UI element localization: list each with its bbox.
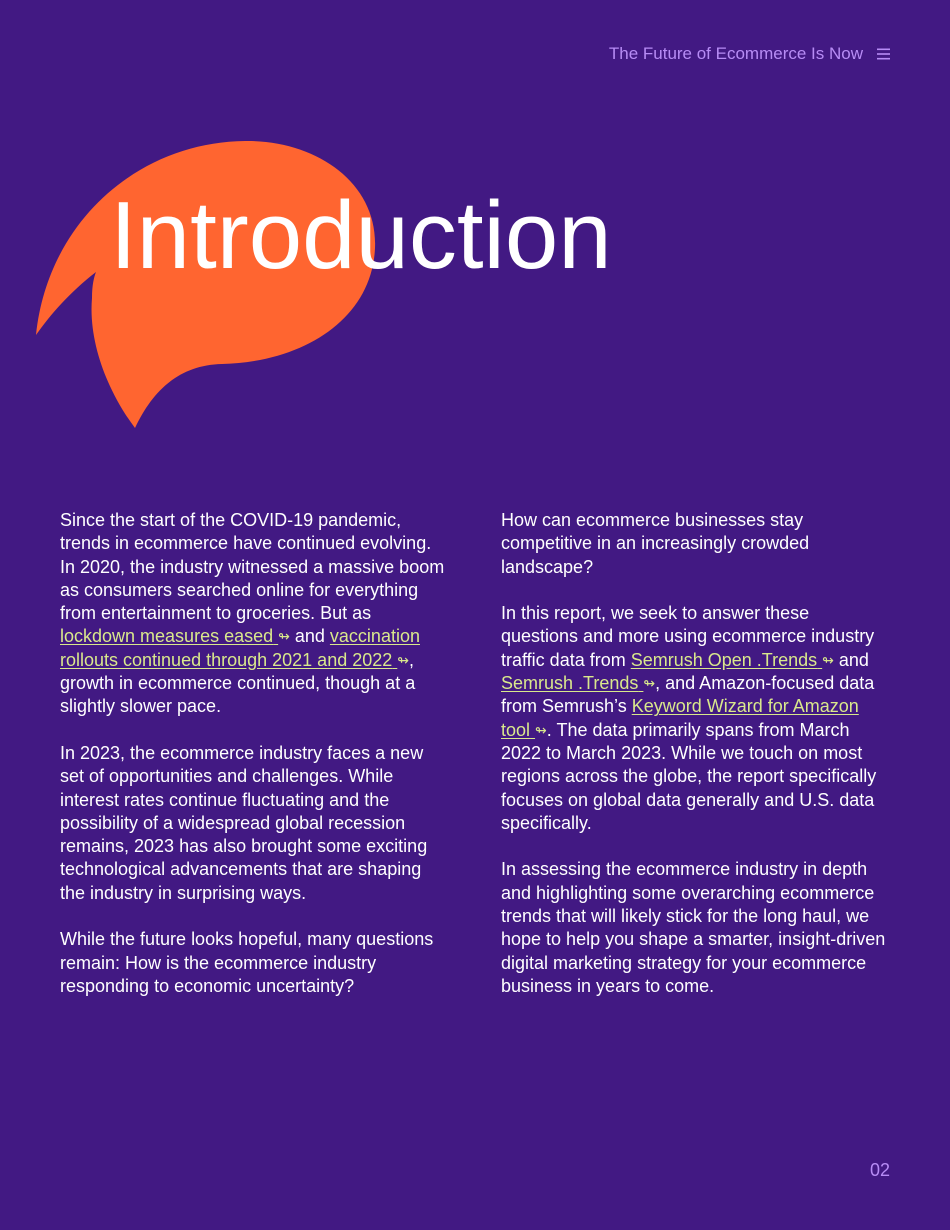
hamburger-menu-icon[interactable] [877, 48, 890, 60]
semrush-open-trends-link[interactable]: Semrush Open .Trends ↬ [630, 649, 834, 670]
right-paragraph-1: How can ecommerce businesses stay competitive in an increasingly crowded landscape? [501, 510, 810, 577]
external-link-arrow-icon: ↬ [278, 628, 290, 645]
page-title: Introduction [110, 182, 612, 289]
vaccination-rollouts-link[interactable]: vaccination rollouts continued through 2021 and 2022 ↬ [60, 626, 420, 670]
left-paragraph-2: In 2023, the ecommerce industry faces a new set of opportunities and challenges. While interest rates continue fluctuating and the possibility of a widespread global recession remains, 2023 has also brought some exciting technological advancements that are shaping the industry in surprising ways. [60, 742, 428, 903]
right-text-column [501, 509, 891, 1022]
keyword-wizard-amazon-link[interactable]: Keyword Wizard for Amazon tool ↬ [501, 696, 859, 740]
left-paragraph-1: Since the start of the COVID-19 pandemic, trends in ecommerce have continued evolving. In 2020, the industry witnessed a massive boom as consumers searched online for everything from entertainment to groceries. But as lockdown measures eased ↬ and vaccination rollouts continued through 2021 and 2022 ↬, growth in ecommerce continued, though at a slightly slower pace. [60, 510, 445, 717]
report-title-link[interactable]: The Future of Ecommerce Is Now [608, 44, 863, 63]
external-link-arrow-icon: ↬ [397, 651, 410, 668]
left-paragraph-3: While the future looks hopeful, many questions remain: How is the ecommerce industry responding to economic uncertainty? [60, 929, 434, 996]
right-paragraph-2: In this report, we seek to answer these questions and more using ecommerce industry traffic data from Semrush Open .Trends ↬ and Semrush .Trends ↬, and Amazon-focused data from Semrush’s Keyword Wizard for Amazon tool ↬. The data primarily spans from March 2022 to March 2023. While we touch on most regions across the globe, the report specifically focuses on global data generally and U.S. data specifically. [501, 603, 877, 833]
page-number: 02 [869, 1160, 890, 1180]
external-link-arrow-icon: ↬ [822, 651, 834, 668]
external-link-arrow-icon: ↬ [535, 721, 547, 738]
lockdown-measures-link[interactable]: lockdown measures eased ↬ [60, 626, 290, 647]
left-text-column [60, 509, 450, 1022]
right-paragraph-3: In assessing the ecommerce industry in depth and highlighting some overarching ecommerce trends that will likely stick for the long haul, we hope to help you shape a smarter, insight-driven digital marketing strategy for your ecommerce business in years to come. [501, 859, 886, 996]
semrush-trends-link[interactable]: Semrush .Trends ↬ [501, 673, 656, 694]
external-link-arrow-icon: ↬ [643, 675, 656, 692]
page-header [609, 44, 890, 64]
